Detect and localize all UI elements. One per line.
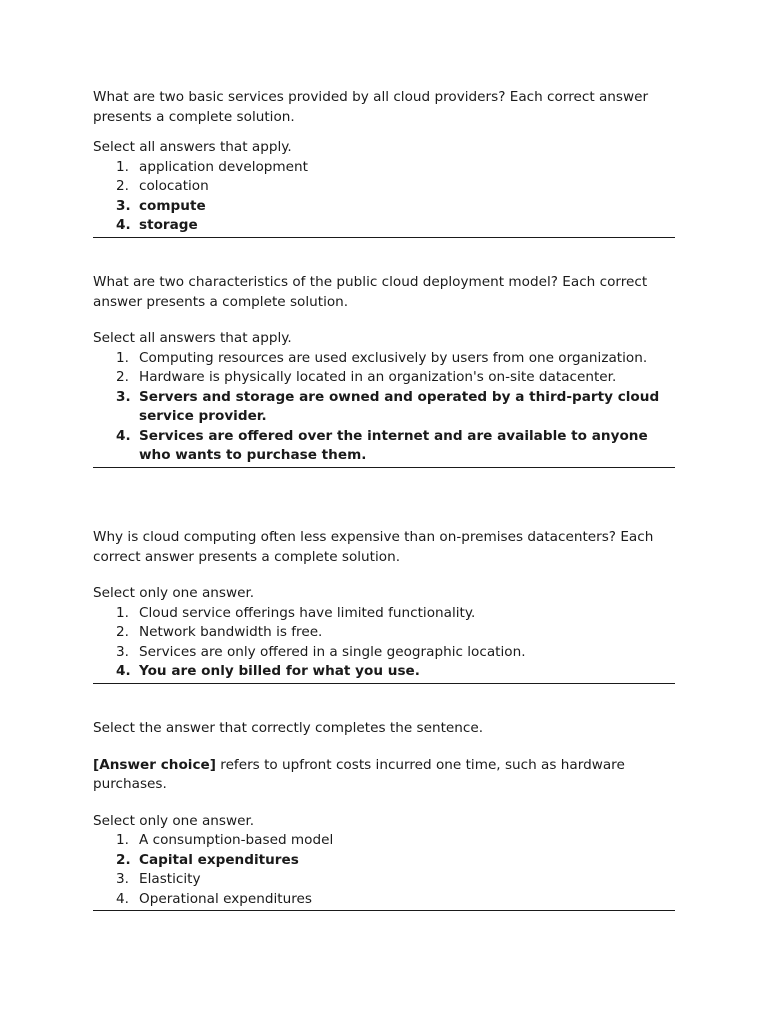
answer-instruction: Select all answers that apply. (93, 139, 292, 155)
option-number: 3. (116, 871, 129, 887)
options-list (93, 604, 675, 684)
option-text: storage (139, 217, 198, 233)
option-item (116, 368, 675, 388)
option-number: 1. (116, 158, 129, 175)
option-number: 3. (116, 197, 131, 214)
option-item-correct (116, 216, 675, 236)
answer-instruction: Select only one answer. (93, 812, 255, 829)
option-number: 1. (116, 349, 129, 366)
option-text: Network bandwidth is free. (139, 624, 323, 640)
question-block-1 (93, 88, 683, 238)
option-item (116, 870, 675, 890)
option-text: compute (139, 197, 206, 214)
option-text: Hardware is physically located in an organization's on-site datacenter. (139, 369, 617, 385)
option-text: A consumption-based model (139, 832, 334, 848)
question-prompt: What are two characteristics of the public cloud deployment model? Each correct answer presents a complete solution. (93, 274, 648, 310)
option-number: 4. (116, 663, 131, 679)
answer-instruction: Select all answers that apply. (93, 330, 292, 346)
question-block-3 (93, 528, 683, 684)
option-item-correct (116, 662, 675, 682)
option-number: 2. (116, 369, 129, 385)
option-item-correct (116, 427, 675, 466)
option-item (116, 643, 675, 663)
answer-choice-placeholder: [Answer choice] (93, 756, 216, 773)
option-number: 1. (116, 604, 129, 621)
option-number: 2. (116, 178, 129, 194)
option-text: You are only billed for what you use. (139, 663, 420, 679)
sentence-rest: refers to upfront costs incurred one time, such as hardware purchases. (93, 756, 625, 792)
option-text: Servers and storage are owned and operated by a third-party cloud service provider. (139, 388, 660, 424)
question-prompt: Select the answer that correctly completes the sentence. (93, 720, 484, 736)
sentence-to-complete (93, 756, 683, 795)
option-item (116, 623, 675, 643)
options-list (93, 831, 675, 911)
option-text: application development (139, 158, 308, 175)
option-number: 2. (116, 851, 131, 868)
option-item-correct (116, 851, 675, 871)
options-list (93, 349, 675, 468)
option-text: Capital expenditures (139, 851, 299, 868)
option-item (116, 890, 675, 910)
question-block-2 (93, 273, 683, 468)
option-item (116, 349, 675, 369)
option-text: Computing resources are used exclusively by users from one organization. (139, 349, 648, 366)
option-number: 4. (116, 890, 129, 907)
option-number: 1. (116, 832, 129, 848)
options-list (93, 158, 675, 238)
option-number: 2. (116, 624, 129, 640)
option-item (116, 177, 675, 197)
option-number: 3. (116, 643, 129, 660)
question-block-4 (93, 719, 683, 911)
option-text: Services are only offered in a single geographic location. (139, 643, 526, 660)
option-item-correct (116, 388, 675, 427)
question-prompt: Why is cloud computing often less expensive than on-premises datacenters? Each correct answer presents a complete solution. (93, 529, 654, 565)
option-item (116, 831, 675, 851)
option-text: Services are offered over the internet and are available to anyone who wants to purchase them. (139, 427, 648, 463)
option-number: 4. (116, 427, 131, 444)
question-prompt: What are two basic services provided by all cloud providers? Each correct answer presents a complete solution. (93, 89, 649, 125)
answer-instruction: Select only one answer. (93, 585, 255, 601)
option-number: 4. (116, 217, 131, 233)
option-text: colocation (139, 178, 209, 194)
option-text: Operational expenditures (139, 890, 312, 907)
option-item (116, 604, 675, 624)
option-number: 3. (116, 388, 131, 405)
option-item (116, 158, 675, 178)
option-text: Cloud service offerings have limited functionality. (139, 604, 476, 621)
option-item-correct (116, 197, 675, 217)
option-text: Elasticity (139, 871, 201, 887)
